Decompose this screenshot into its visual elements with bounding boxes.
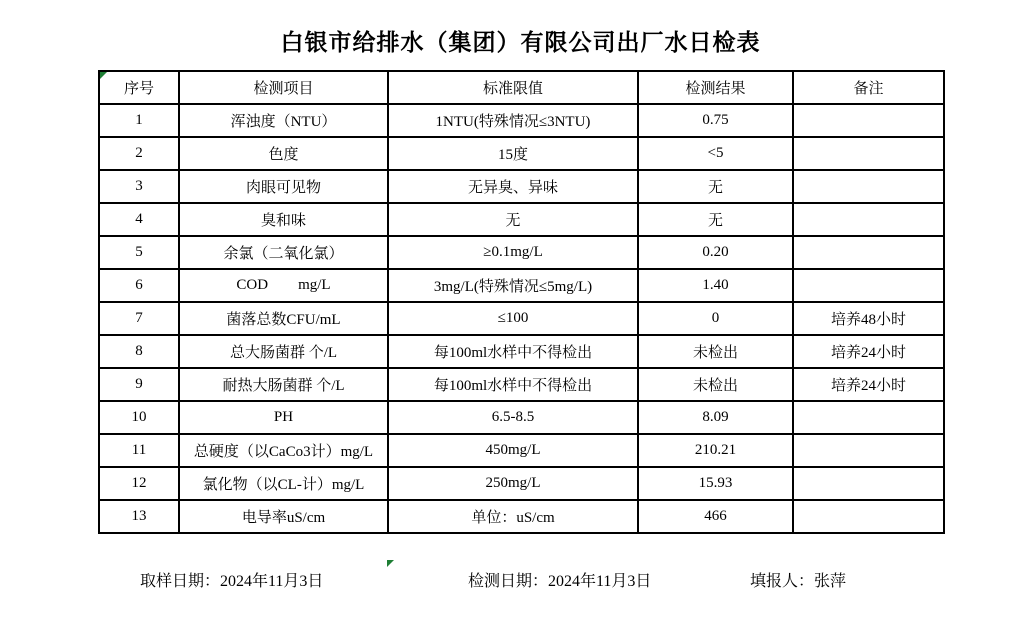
table-row [99, 335, 944, 368]
table-row [99, 434, 944, 467]
cell-limit [388, 335, 638, 368]
cell-result-text: 1.40 [702, 277, 729, 293]
cell-limit [388, 302, 638, 335]
cell-no-text: 12 [131, 475, 147, 491]
cell-no [99, 236, 179, 269]
cell-no-text: 9 [135, 376, 143, 392]
cell-result [638, 104, 793, 137]
cell-result [638, 467, 793, 500]
cell-result [638, 401, 793, 434]
cell-item [179, 236, 388, 269]
table-row [99, 269, 944, 302]
cell-item [179, 269, 388, 302]
cell-item [179, 302, 388, 335]
cell-remark [793, 368, 944, 401]
cell-item [179, 368, 388, 401]
inspection-table [98, 70, 945, 534]
table-row [99, 467, 944, 500]
cell-limit-text: 450mg/L [485, 442, 541, 458]
cell-no [99, 203, 179, 236]
cell-item-text: 臭和味 [260, 213, 306, 229]
footer [0, 568, 1012, 590]
cell-no [99, 104, 179, 137]
cell-item [179, 434, 388, 467]
cell-no [99, 434, 179, 467]
cell-result [638, 302, 793, 335]
cell-limit [388, 368, 638, 401]
cell-remark [793, 335, 944, 368]
cell-remark [793, 236, 944, 269]
cell-no [99, 170, 179, 203]
cell-no [99, 500, 179, 533]
cell-item-text: 肉眼可见物 [245, 180, 321, 196]
cell-no-text: 1 [135, 112, 143, 128]
cell-result [638, 269, 793, 302]
cell-remark [793, 104, 944, 137]
cell-result-text: 8.09 [702, 409, 729, 425]
cell-item-text: 总大肠菌群 个/L [229, 345, 338, 361]
cell-no-text: 10 [131, 409, 147, 425]
cell-limit [388, 434, 638, 467]
cell-item-text: 色度 [268, 147, 299, 163]
cell-item [179, 467, 388, 500]
table-row [99, 170, 944, 203]
cell-limit [388, 500, 638, 533]
cell-item [179, 401, 388, 434]
header-item [179, 71, 388, 104]
cell-item [179, 203, 388, 236]
header-limit-label: 标准限值 [482, 81, 543, 97]
table-row [99, 236, 944, 269]
cell-result [638, 137, 793, 170]
cell-result-text: 0 [711, 310, 720, 326]
header-no-label: 序号 [123, 81, 154, 97]
cell-remark [793, 434, 944, 467]
reporter-name: 填报人：张萍 [750, 573, 847, 590]
header-limit [388, 71, 638, 104]
cell-no-text: 5 [135, 244, 143, 260]
table-row [99, 104, 944, 137]
cell-remark-text: 培养24小时 [830, 378, 906, 394]
excel-bottom-marker-icon [387, 560, 394, 567]
cell-limit [388, 170, 638, 203]
cell-no-text: 7 [135, 310, 143, 326]
cell-item-text: COD mg/L [236, 277, 331, 293]
cell-remark [793, 137, 944, 170]
cell-limit [388, 104, 638, 137]
cell-result-text: 210.21 [694, 442, 737, 458]
table-row [99, 302, 944, 335]
cell-item [179, 104, 388, 137]
cell-result-text: 0.75 [702, 112, 729, 128]
cell-item-text: 耐热大肠菌群 个/L [222, 378, 345, 394]
cell-no-text: 6 [135, 277, 143, 293]
header-result-label: 检测结果 [685, 81, 746, 97]
header-result [638, 71, 793, 104]
cell-item [179, 137, 388, 170]
cell-no-text: 11 [131, 442, 147, 458]
cell-no [99, 137, 179, 170]
cell-remark [793, 170, 944, 203]
cell-result-text: 0.20 [702, 244, 729, 260]
cell-limit-text: 无异臭、异味 [467, 180, 558, 196]
cell-item-text: 浑浊度（NTU） [230, 114, 337, 130]
cell-limit [388, 467, 638, 500]
test-date: 检测日期：2024年11月3日 [468, 573, 652, 590]
page-title: 白银市给排水（集团）有限公司出厂水日检表 [280, 30, 761, 55]
cell-result [638, 203, 793, 236]
cell-result [638, 368, 793, 401]
header-remark-label: 备注 [853, 81, 884, 97]
cell-no-text: 13 [131, 508, 147, 524]
cell-item-text: 余氯（二氧化氯） [223, 246, 344, 262]
cell-remark [793, 401, 944, 434]
cell-item-text: PH [273, 409, 294, 425]
cell-limit-text: 6.5-8.5 [491, 409, 535, 425]
cell-no [99, 269, 179, 302]
cell-no-text: 4 [135, 211, 143, 227]
cell-remark-text: 培养24小时 [830, 345, 906, 361]
cell-result [638, 500, 793, 533]
cell-no [99, 401, 179, 434]
cell-limit-text: ≥0.1mg/L [483, 244, 543, 260]
excel-corner-marker-icon [100, 72, 107, 79]
cell-remark [793, 302, 944, 335]
cell-no [99, 467, 179, 500]
cell-result-text: 无 [707, 213, 723, 229]
cell-limit-text: 250mg/L [485, 475, 541, 491]
cell-limit [388, 269, 638, 302]
table-body [99, 104, 944, 533]
cell-no-text: 8 [135, 343, 143, 359]
header-item-label: 检测项目 [253, 81, 314, 97]
table-row [99, 203, 944, 236]
table-row [99, 137, 944, 170]
cell-no-text: 2 [135, 145, 143, 161]
cell-result-text: 466 [704, 508, 727, 524]
header-remark [793, 71, 944, 104]
cell-limit [388, 137, 638, 170]
cell-result-text: 未检出 [692, 345, 738, 361]
cell-limit-text: 15度 [497, 147, 528, 163]
cell-item-text: 菌落总数CFU/mL [226, 312, 341, 328]
cell-remark [793, 500, 944, 533]
cell-item [179, 335, 388, 368]
table-row [99, 401, 944, 434]
sampling-date: 取样日期：2024年11月3日 [140, 573, 324, 590]
cell-result [638, 335, 793, 368]
cell-no-text: 3 [135, 178, 143, 194]
cell-result [638, 170, 793, 203]
cell-remark [793, 467, 944, 500]
cell-remark [793, 269, 944, 302]
cell-result [638, 434, 793, 467]
cell-limit-text: 无 [505, 213, 521, 229]
cell-limit-text: ≤100 [497, 310, 529, 326]
cell-limit [388, 236, 638, 269]
table-header-row [99, 71, 944, 104]
table-row [99, 500, 944, 533]
cell-limit-text: 每100ml水样中不得检出 [433, 345, 593, 361]
header-no [99, 71, 179, 104]
cell-item-text: 电导率uS/cm [241, 510, 326, 526]
cell-remark-text: 培养48小时 [830, 312, 906, 328]
cell-item-text: 氯化物（以CL-计）mg/L [202, 477, 365, 493]
cell-limit [388, 203, 638, 236]
cell-no [99, 302, 179, 335]
cell-limit [388, 401, 638, 434]
cell-item [179, 500, 388, 533]
cell-limit-text: 每100ml水样中不得检出 [433, 378, 593, 394]
cell-item [179, 170, 388, 203]
cell-remark [793, 203, 944, 236]
table-row [99, 368, 944, 401]
cell-limit-text: 单位：uS/cm [471, 510, 555, 526]
cell-result-text: 15.93 [698, 475, 733, 491]
cell-limit-text: 3mg/L(特殊情况≤5mg/L) [433, 279, 593, 295]
cell-result [638, 236, 793, 269]
cell-item-text: 总硬度（以CaCo3计）mg/L [193, 444, 374, 460]
cell-result-text: 无 [707, 180, 723, 196]
cell-result-text: <5 [707, 145, 724, 161]
cell-no [99, 368, 179, 401]
cell-no [99, 335, 179, 368]
cell-limit-text: 1NTU(特殊情况≤3NTU) [435, 114, 591, 130]
cell-result-text: 未检出 [692, 378, 738, 394]
